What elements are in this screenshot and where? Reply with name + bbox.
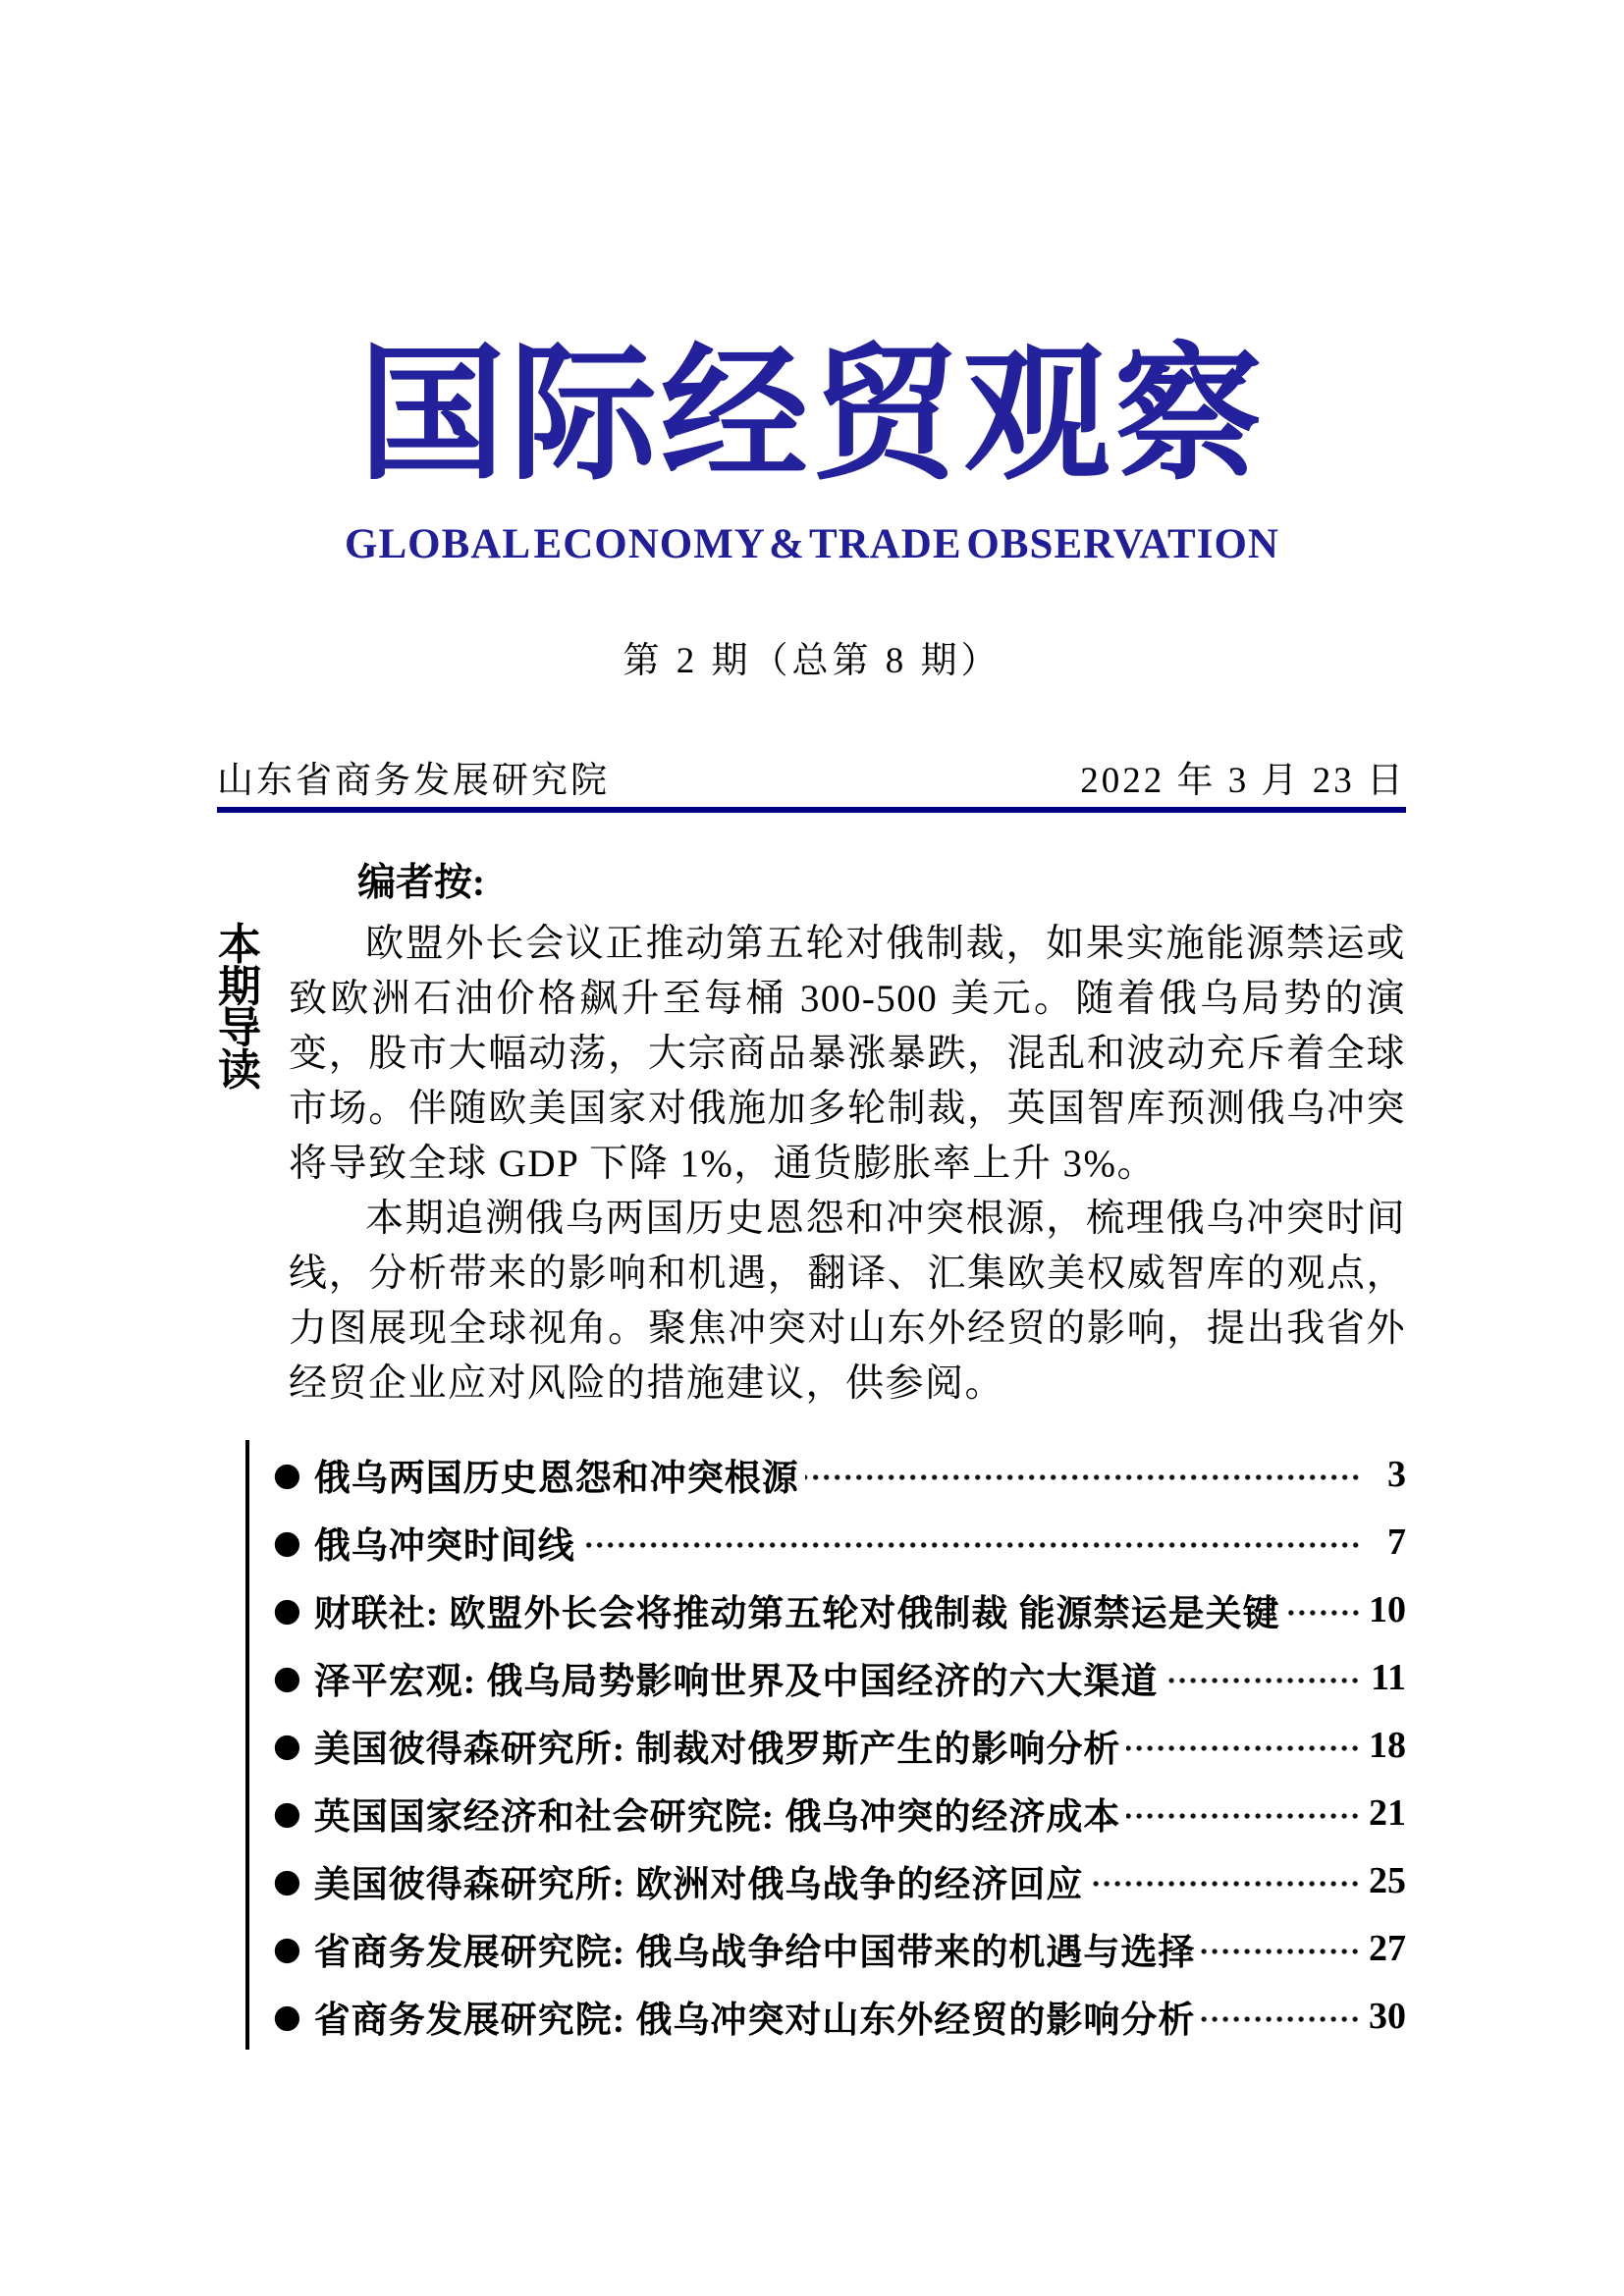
toc-item-title: 省商务发展研究院: 俄乌冲突对山东外经贸的影响分析 bbox=[313, 2000, 1196, 2041]
toc-page-number: 27 bbox=[1369, 1927, 1406, 1969]
table-of-contents bbox=[245, 1440, 1406, 2050]
toc-dot-leader bbox=[805, 1473, 1361, 1481]
toc-item-title: 泽平宏观: 俄乌局势影响世界及中国经济的六大渠道 bbox=[313, 1661, 1159, 1702]
editor-note-paragraph-1: 欧盟外长会议正推动第五轮对俄制裁，如果实施能源禁运或致欧洲石油价格飙升至每桶 300-500 美元。随着俄乌局势的演变，股市大幅动荡，大宗商品暴涨暴跌，混乱和波动充斥着全球市场。伴随欧美国家对俄施加多轮制裁，英国智库预测俄乌冲突将导致全球 GDP 下降 1%，通货膨胀率上升 3%。 bbox=[289, 923, 1406, 1185]
toc-dot-leader bbox=[1089, 1880, 1361, 1888]
toc-item bbox=[249, 1846, 1406, 1914]
toc-item-title: 财联社: 欧盟外长会将推动第五轮对俄制裁 能源禁运是关键 bbox=[313, 1593, 1280, 1634]
toc-item-title: 美国彼得森研究所: 欧洲对俄乌战争的经济回应 bbox=[313, 1864, 1084, 1905]
section-label-vertical: 本期导读 bbox=[218, 921, 261, 1095]
toc-page-number: 10 bbox=[1369, 1588, 1406, 1630]
toc-dot-leader bbox=[1201, 1948, 1361, 1955]
bullet-icon: ● bbox=[273, 1522, 301, 1561]
editor-note-heading: 编者按: bbox=[357, 862, 485, 904]
toc-item bbox=[249, 1508, 1406, 1575]
header-divider bbox=[217, 807, 1406, 813]
toc-item bbox=[249, 1711, 1406, 1779]
toc-page-number: 25 bbox=[1369, 1859, 1406, 1901]
publication-date: 2022 年 3 月 23 日 bbox=[1080, 761, 1406, 801]
toc-page-number: 21 bbox=[1369, 1791, 1406, 1834]
toc-dot-leader bbox=[1286, 1609, 1361, 1617]
toc-page-number: 11 bbox=[1371, 1656, 1406, 1698]
toc-page-number: 30 bbox=[1369, 1995, 1406, 2037]
editor-note-paragraph-2: 本期追溯俄乌两国历史恩怨和冲突根源，梳理俄乌冲突时间线，分析带来的影响和机遇，翻译、汇集欧美权威智库的观点，力图展现全球视角。聚焦冲突对山东外经贸的影响，提出我省外经贸企业应对风险的措施建议，供参阅。 bbox=[289, 1198, 1406, 1405]
toc-item bbox=[249, 1982, 1406, 2050]
toc-page-number: 3 bbox=[1387, 1453, 1406, 1495]
toc-item-title: 俄乌冲突时间线 bbox=[313, 1525, 575, 1567]
editor-note-section bbox=[289, 856, 1406, 1412]
header-row bbox=[217, 750, 1406, 803]
toc-item bbox=[249, 1643, 1406, 1711]
toc-item-title: 美国彼得森研究所: 制裁对俄罗斯产生的影响分析 bbox=[313, 1729, 1121, 1770]
bullet-icon: ● bbox=[273, 1590, 301, 1629]
toc-item bbox=[249, 1914, 1406, 1982]
toc-dot-leader bbox=[581, 1541, 1361, 1549]
toc-item-title: 英国国家经济和社会研究院: 俄乌冲突的经济成本 bbox=[313, 1796, 1121, 1838]
toc-item-title: 省商务发展研究院: 俄乌战争给中国带来的机遇与选择 bbox=[313, 1932, 1196, 1973]
bullet-icon: ● bbox=[273, 1726, 301, 1764]
toc-dot-leader bbox=[1201, 2015, 1361, 2023]
toc-dot-leader bbox=[1164, 1677, 1361, 1684]
toc-page-number: 7 bbox=[1387, 1521, 1406, 1563]
bullet-icon: ● bbox=[273, 1793, 301, 1832]
toc-item-title: 俄乌两国历史恩怨和冲突根源 bbox=[313, 1458, 799, 1499]
bullet-icon: ● bbox=[273, 1658, 301, 1696]
publication-subtitle-english: GLOBAL ECONOMY & TRADE OBSERVATION bbox=[345, 521, 1279, 567]
toc-page-number: 18 bbox=[1369, 1724, 1406, 1766]
toc-item bbox=[249, 1575, 1406, 1643]
toc-item bbox=[249, 1440, 1406, 1508]
bullet-icon: ● bbox=[273, 1929, 301, 1967]
bullet-icon: ● bbox=[273, 1997, 301, 2035]
toc-dot-leader bbox=[1126, 1744, 1361, 1752]
bullet-icon: ● bbox=[273, 1861, 301, 1899]
bullet-icon: ● bbox=[273, 1455, 301, 1493]
toc-item bbox=[249, 1779, 1406, 1846]
publication-title: 国际经贸观察 bbox=[357, 332, 1266, 497]
issue-number: 第 2 期（总第 8 期） bbox=[623, 641, 1001, 681]
institute-name: 山东省商务发展研究院 bbox=[217, 761, 610, 801]
toc-dot-leader bbox=[1126, 1812, 1361, 1820]
